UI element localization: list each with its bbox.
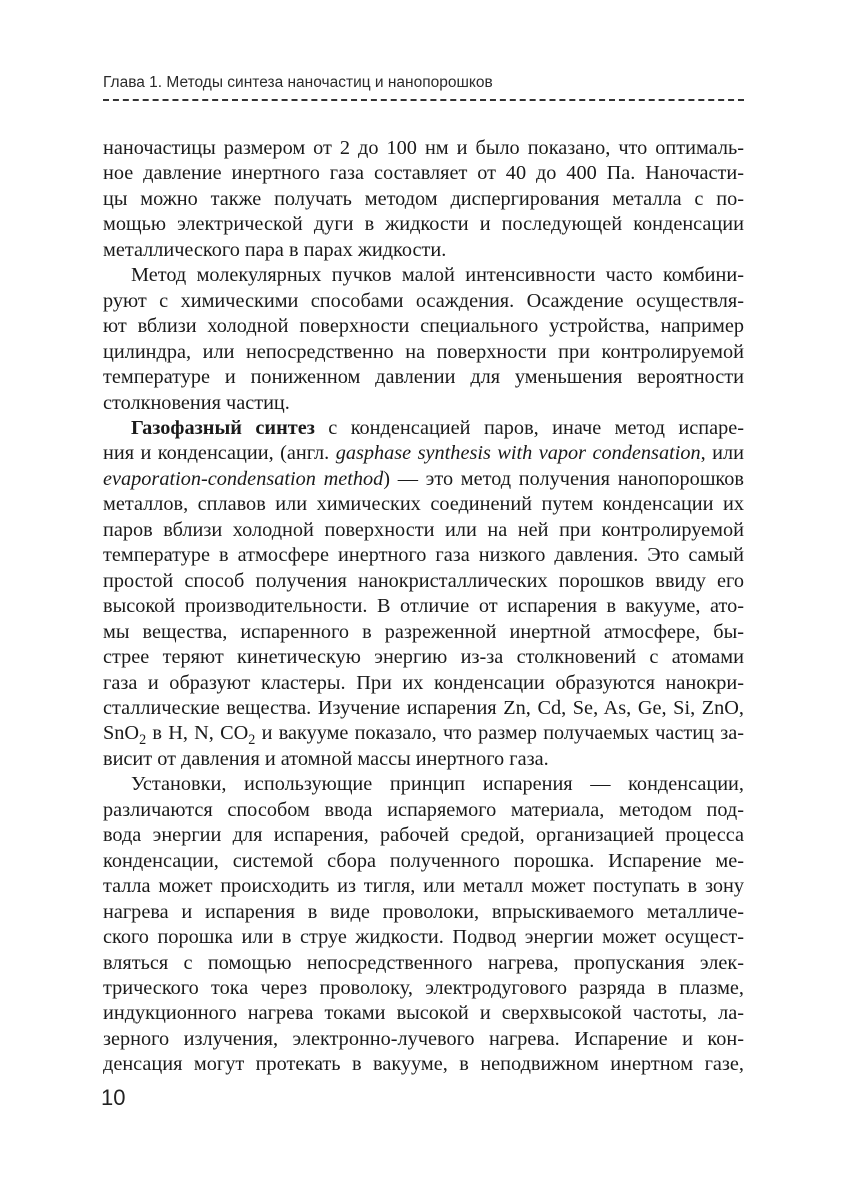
paragraph-3 [103,416,744,772]
running-header: Глава 1. Методы синтеза наночастиц и нанопорошков [103,74,493,91]
text-line: вляться с помощью непосредственного нагрева, пропускания элек- [103,951,744,974]
text-line: ского порошка или в струе жидкости. Подвод энергии может осущест- [103,926,744,949]
text-line: мощью электрической дуги в жидкости и последующей конденсации [103,213,744,236]
text-line: индукционного нагрева токами высокой и сверхвысокой частоты, ла- [103,1002,744,1025]
text-line: цы можно также получать методом диспергирования металла с по- [103,187,744,210]
page-number: 10 [101,1085,126,1110]
body-text [103,136,744,1078]
text-line: ют вблизи холодной поверхности специального устройства, например [103,315,744,338]
english-term: evaporation-condensation method [103,467,384,490]
text-line: денсация могут протекать в вакууме, в неподвижном инертном газе, [103,1053,744,1076]
text-line: цилиндра, или непосредственно на поверхности при контролируемой [103,340,744,363]
text-line: паров вблизи холодной поверхности или на ней при контролируемой [103,518,744,541]
text-line: трического тока через проволоку, электродугового разряда в плазме, [103,976,744,999]
paragraph-2 [103,263,744,416]
text-line: высокой производительности. В отличие от испарения в вакууме, ато- [103,595,744,618]
text-line: температуре в атмосфере инертного газа низкого давления. Это самый [103,544,744,567]
header-divider [103,99,744,101]
text-line: Газофазный синтез с конденсацией паров, иначе метод испаре- [131,416,744,439]
text-line: evaporation-condensation method) — это метод получения нанопорошков [103,467,744,490]
text-line: металлического пара в парах жидкости. [103,238,447,261]
text-line: стрее теряют кинетическую энергию из-за столкновений с атомами [103,646,744,669]
text-line: температуре и пониженном давлении для уменьшения вероятности [103,366,744,389]
text-line: газа и образуют кластеры. При их конденсации образуются нанокри- [103,671,744,694]
text-line: SnO$_2$ в H, N, $CO_2$ и вакууме показало, что размер получаемых частиц за- [103,722,745,749]
text-line: ное давление инертного газа составляет от 40 до 400 Па. Наночасти- [103,162,744,185]
text-line: наночастицы размером от 2 до 100 нм и было показано, что оптималь- [103,137,744,159]
text-line: сталлические вещества. Изучение испарения Zn, Cd, Se, As, Ge, Si, ZnO, [103,696,744,719]
text-line: металлов, сплавов или химических соединений путем конденсации их [103,493,744,516]
text-line: столкновения частиц. [103,391,290,414]
text-line: мы вещества, испаренного в разреженной инертной атмосфере, бы- [103,620,744,643]
text-line: простой способ получения нанокристаллических порошков ввиду его [103,569,744,592]
paragraph-1 [103,136,744,263]
text-line: вода энергии для испарения, рабочей средой, организацией процесса [103,824,744,847]
english-term: gasphase synthesis with vapor condensation [335,442,701,465]
text-line: зерного излучения, электронно-лучевого нагрева. Испарение и кон- [103,1027,744,1050]
text-line: талла может происходить из тигля, или металл может поступать в зону [103,875,744,898]
text-line: ния и конденсации, (англ. gasphase synthesis with vapor condensation, или [103,442,744,465]
text-line: различаются способом ввода испаряемого материала, методом под- [103,798,744,821]
text-line: Метод молекулярных пучков малой интенсивности часто комбини- [131,264,744,287]
text-line: Установки, использующие принцип испарения — конденсации, [131,773,744,796]
defined-term: Газофазный синтез [131,416,315,439]
text-line: руют с химическими способами осаждения. Осаждение осуществля- [103,289,744,312]
text-line: нагрева и испарения в виде проволоки, впрыскиваемого металличе- [103,900,744,923]
text-line: конденсации, системой сбора полученного порошка. Испарение ме- [103,849,744,872]
paragraph-4 [103,772,744,1077]
text-line: висит от давления и атомной массы инертного газа. [103,747,549,770]
